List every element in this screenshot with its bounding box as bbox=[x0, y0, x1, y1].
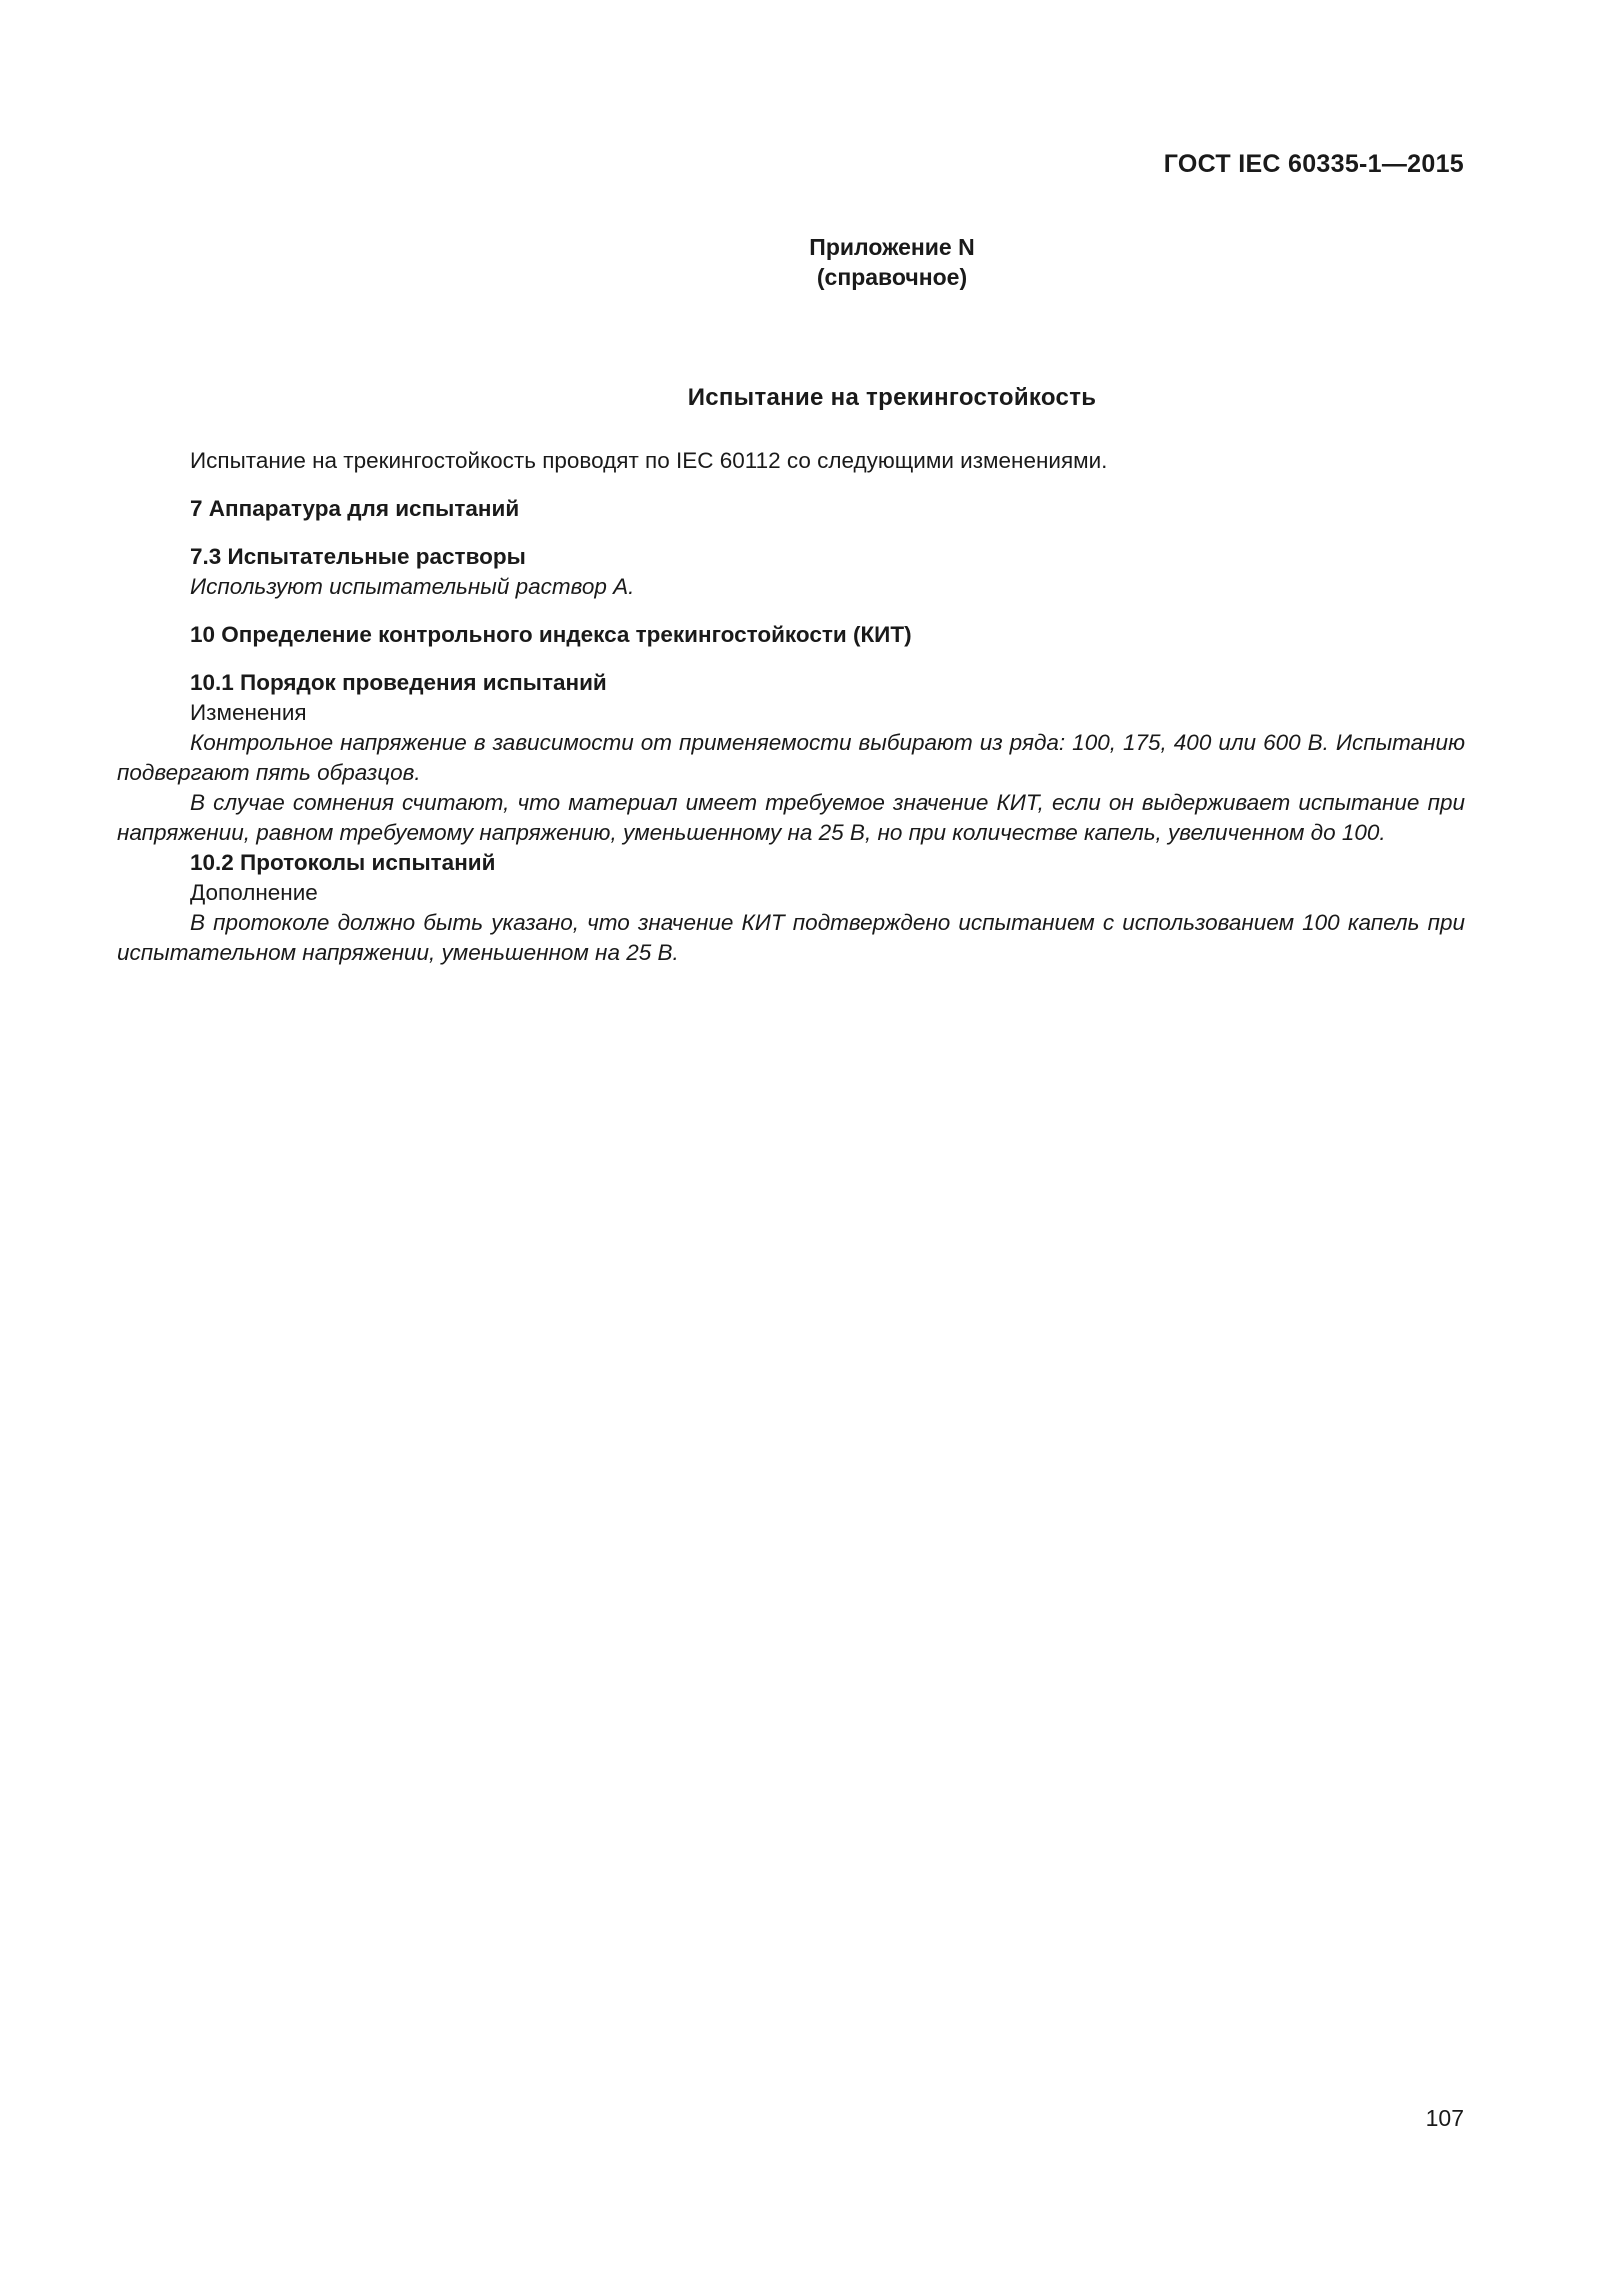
section-7-3-heading: 7.3 Испытательные растворы bbox=[190, 544, 526, 569]
section-10-1-label: Изменения bbox=[190, 700, 307, 725]
section-10-1-heading: 10.1 Порядок проведения испытаний bbox=[190, 670, 607, 695]
section-10-1-paragraph-1: Контрольное напряжение в зависимости от применяемости выбирают из ряда: 100, 175, 400 или 600 В. Испытанию подвергают пять образцов. bbox=[117, 730, 1465, 785]
section-10-1-paragraph-2: В случае сомнения считают, что материал имеет требуемое значение КИТ, если он выдерживает испытание при напряжении, равном требуемому напряжению, уменьшенному на 25 В, но при количестве капель, увеличенном до 100. bbox=[117, 790, 1465, 845]
page-number: 107 bbox=[1425, 2105, 1464, 2131]
annex-type: (справочное) bbox=[816, 264, 968, 290]
document-code: ГОСТ IEC 60335-1—2015 bbox=[1163, 150, 1464, 178]
section-10-heading: 10 Определение контрольного индекса трекингостойкости (КИТ) bbox=[190, 622, 912, 647]
annex-title: Испытание на трекингостойкость bbox=[687, 384, 1097, 411]
annex-header bbox=[0, 232, 1614, 292]
section-10-2-label: Дополнение bbox=[190, 880, 318, 905]
annex-label: Приложение N bbox=[809, 234, 975, 260]
section-10-2-heading: 10.2 Протоколы испытаний bbox=[190, 850, 496, 875]
section-7-heading: 7 Аппаратура для испытаний bbox=[190, 496, 520, 521]
section-7-3-text: Используют испытательный раствор А. bbox=[190, 574, 635, 599]
intro-paragraph: Испытание на трекингостойкость проводят по IEC 60112 со следующими изменениями. bbox=[190, 448, 1108, 473]
section-10-2-paragraph-1: В протоколе должно быть указано, что значение КИТ подтверждено испытанием с использованием 100 капель при испытательном напряжении, уменьшенном на 25 В. bbox=[117, 910, 1465, 965]
document-body bbox=[117, 446, 1465, 968]
